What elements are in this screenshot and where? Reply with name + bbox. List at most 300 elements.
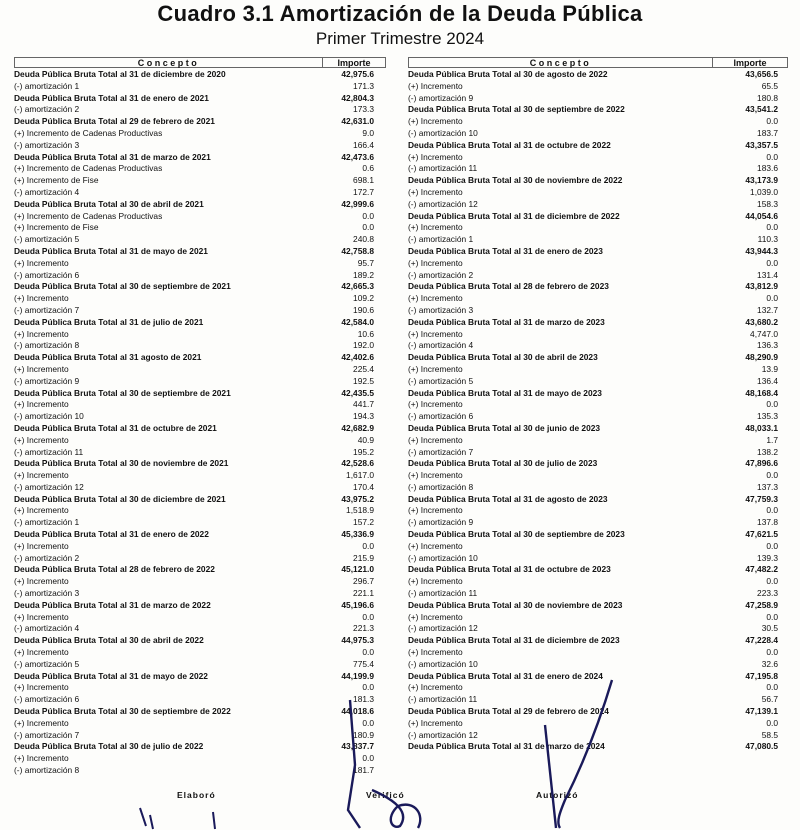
row-amount: 10.6	[357, 328, 374, 339]
row-amount: 44,054.6	[745, 210, 778, 221]
row-amount: 44,199.9	[341, 670, 374, 681]
row-concept: (+) Incremento de Fise	[14, 222, 99, 233]
row-amount: 42,975.6	[341, 69, 374, 79]
total-row	[408, 635, 788, 647]
row-concept: Deuda Pública Bruta Total al 30 de septiembre de 2022	[14, 706, 231, 717]
row-concept: (-) amortización 11	[408, 163, 478, 174]
row-concept: (-) amortización 10	[408, 127, 478, 138]
total-row	[14, 600, 386, 612]
row-amount: 42,473.6	[341, 151, 374, 162]
row-concept: (-) amortización 10	[408, 552, 478, 563]
row-concept: (+) Incremento	[408, 717, 463, 728]
concept-column-header: Concepto	[14, 57, 322, 68]
total-row	[408, 564, 788, 576]
row-concept: Deuda Pública Bruta Total al 30 de agosto de 2022	[408, 69, 608, 79]
total-row	[14, 246, 386, 258]
detail-row	[14, 694, 386, 706]
total-row	[408, 600, 788, 612]
detail-row	[14, 730, 386, 742]
row-concept: Deuda Pública Bruta Total al 30 de diciembre de 2021	[14, 493, 226, 504]
detail-row	[408, 612, 788, 624]
detail-row	[14, 659, 386, 671]
total-row	[14, 281, 386, 293]
row-concept: (+) Incremento	[408, 151, 463, 162]
row-amount: 192.0	[353, 340, 374, 351]
row-amount: 0.6	[362, 163, 374, 174]
detail-row	[408, 93, 788, 105]
row-amount: 1,039.0	[750, 186, 778, 197]
row-concept: Deuda Pública Bruta Total al 31 de julio de 2021	[14, 316, 204, 327]
row-amount: 47,195.8	[745, 670, 778, 681]
row-concept: (+) Incremento	[14, 399, 69, 410]
row-amount: 43,541.2	[745, 104, 778, 115]
row-amount: 166.4	[353, 139, 374, 150]
row-amount: 40.9	[357, 434, 374, 445]
row-amount: 240.8	[353, 234, 374, 245]
row-concept: (-) amortización 5	[14, 658, 80, 669]
row-amount: 4,747.0	[750, 328, 778, 339]
row-amount: 136.3	[757, 340, 778, 351]
row-concept: (+) Incremento	[408, 363, 463, 374]
row-concept: (-) amortización 3	[14, 139, 80, 150]
detail-row	[408, 541, 788, 553]
row-concept: Deuda Pública Bruta Total al 28 de febrero de 2023	[408, 281, 609, 292]
row-amount: 137.3	[757, 481, 778, 492]
detail-row	[14, 435, 386, 447]
row-amount: 43,680.2	[745, 316, 778, 327]
detail-row	[14, 411, 386, 423]
row-amount: 42,665.3	[341, 281, 374, 292]
detail-row	[408, 340, 788, 352]
detail-row	[408, 588, 788, 600]
row-amount: 157.2	[353, 517, 374, 528]
row-concept: Deuda Pública Bruta Total al 28 de febrero de 2022	[14, 564, 215, 575]
row-concept: (+) Incremento de Fise	[14, 175, 99, 186]
detail-row	[408, 470, 788, 482]
row-amount: 215.9	[353, 552, 374, 563]
row-amount: 43,812.9	[745, 281, 778, 292]
signature-stroke-left	[140, 808, 215, 829]
row-concept: (-) amortización 1	[14, 517, 80, 528]
total-row	[14, 317, 386, 329]
row-concept: (+) Incremento	[408, 505, 463, 516]
row-concept: (+) Incremento	[408, 293, 463, 304]
row-amount: 47,080.5	[745, 741, 778, 752]
detail-row	[14, 81, 386, 93]
total-row	[14, 458, 386, 470]
row-concept: (-) amortización 10	[14, 411, 84, 422]
row-amount: 225.4	[353, 363, 374, 374]
row-amount: 0.0	[766, 576, 778, 587]
total-row	[14, 564, 386, 576]
detail-row	[14, 211, 386, 223]
row-concept: (+) Incremento	[14, 257, 69, 268]
row-amount: 195.2	[353, 446, 374, 457]
detail-row	[408, 447, 788, 459]
row-concept: (+) Incremento	[408, 540, 463, 551]
detail-row	[14, 305, 386, 317]
total-row	[14, 671, 386, 683]
detail-row	[408, 482, 788, 494]
row-concept: Deuda Pública Bruta Total al 30 de abril de 2022	[14, 635, 204, 646]
detail-row	[14, 517, 386, 529]
total-row	[408, 529, 788, 541]
row-amount: 0.0	[766, 399, 778, 410]
row-amount: 1.7	[766, 434, 778, 445]
row-concept: Deuda Pública Bruta Total al 29 de febrero de 2024	[408, 706, 609, 717]
detail-row	[14, 140, 386, 152]
detail-row	[14, 175, 386, 187]
row-amount: 192.5	[353, 375, 374, 386]
row-concept: (+) Incremento de Cadenas Productivas	[14, 210, 163, 221]
row-concept: Deuda Pública Bruta Total al 31 de enero de 2022	[14, 529, 209, 540]
detail-row	[408, 163, 788, 175]
row-amount: 0.0	[766, 540, 778, 551]
row-amount: 1,518.9	[346, 505, 374, 516]
detail-row	[408, 270, 788, 282]
row-amount: 172.7	[353, 186, 374, 197]
row-amount: 0.0	[766, 222, 778, 233]
row-amount: 189.2	[353, 269, 374, 280]
detail-row	[14, 187, 386, 199]
row-concept: (+) Incremento de Cadenas Productivas	[14, 163, 163, 174]
row-concept: (-) amortización 8	[14, 765, 80, 776]
row-concept: (-) amortización 11	[408, 694, 478, 705]
detail-row	[14, 128, 386, 140]
row-concept: (+) Incremento	[408, 647, 463, 658]
row-amount: 0.0	[362, 222, 374, 233]
row-concept: (+) Incremento	[408, 682, 463, 693]
row-amount: 42,758.8	[341, 245, 374, 256]
detail-row	[408, 222, 788, 234]
row-amount: 296.7	[353, 576, 374, 587]
page-title: Cuadro 3.1 Amortización de la Deuda Pública	[157, 1, 643, 26]
row-concept: (+) Incremento	[408, 222, 463, 233]
row-concept: Deuda Pública Bruta Total al 31 de diciembre de 2023	[408, 635, 620, 646]
right-table-body	[408, 69, 788, 753]
row-concept: Deuda Pública Bruta Total al 30 de noviembre de 2022	[408, 175, 623, 186]
row-amount: 48,290.9	[745, 352, 778, 363]
detail-row	[14, 753, 386, 765]
row-concept: (-) amortización 5	[408, 375, 474, 386]
row-amount: 170.4	[353, 481, 374, 492]
row-amount: 43,975.2	[341, 493, 374, 504]
row-amount: 173.3	[353, 104, 374, 115]
row-concept: (-) amortización 7	[408, 446, 474, 457]
row-concept: (+) Incremento	[408, 80, 463, 91]
row-amount: 0.0	[362, 682, 374, 693]
row-amount: 180.9	[353, 729, 374, 740]
row-concept: (+) Incremento	[14, 470, 69, 481]
total-row	[408, 352, 788, 364]
detail-row	[408, 694, 788, 706]
row-amount: 42,528.6	[341, 458, 374, 469]
row-concept: (-) amortización 12	[408, 198, 478, 209]
row-concept: (+) Incremento	[14, 540, 69, 551]
row-amount: 43,357.5	[745, 139, 778, 150]
row-concept: (+) Incremento	[408, 611, 463, 622]
total-row	[408, 140, 788, 152]
detail-row	[14, 340, 386, 352]
total-row	[14, 494, 386, 506]
row-concept: (-) amortización 12	[14, 481, 84, 492]
row-concept: (+) Incremento	[14, 753, 69, 764]
row-concept: Deuda Pública Bruta Total al 30 de abril de 2023	[408, 352, 598, 363]
detail-row	[408, 682, 788, 694]
detail-row	[408, 553, 788, 565]
row-amount: 42,584.0	[341, 316, 374, 327]
total-row	[408, 317, 788, 329]
total-row	[408, 69, 788, 81]
row-concept: (+) Incremento	[408, 186, 463, 197]
amount-column-header: Importe	[322, 57, 386, 68]
row-concept: (-) amortización 2	[14, 552, 80, 563]
row-concept: (-) amortización 5	[14, 234, 80, 245]
detail-row	[408, 659, 788, 671]
row-concept: (+) Incremento	[408, 434, 463, 445]
row-concept: (+) Incremento	[408, 470, 463, 481]
row-amount: 42,631.0	[341, 116, 374, 127]
row-amount: 0.0	[766, 151, 778, 162]
row-amount: 441.7	[353, 399, 374, 410]
row-concept: (-) amortización 8	[14, 340, 80, 351]
detail-row	[14, 612, 386, 624]
row-amount: 13.9	[761, 363, 778, 374]
row-amount: 158.3	[757, 198, 778, 209]
row-concept: Deuda Pública Bruta Total al 31 de enero de 2021	[14, 92, 209, 103]
row-amount: 9.0	[362, 127, 374, 138]
detail-row	[408, 116, 788, 128]
detail-row	[408, 576, 788, 588]
total-row	[14, 152, 386, 164]
row-amount: 95.7	[357, 257, 374, 268]
row-amount: 47,759.3	[745, 493, 778, 504]
total-row	[14, 352, 386, 364]
detail-row	[14, 329, 386, 341]
detail-row	[14, 234, 386, 246]
row-concept: Deuda Pública Bruta Total al 31 de marzo de 2022	[14, 599, 211, 610]
row-amount: 0.0	[766, 717, 778, 728]
row-concept: Deuda Pública Bruta Total al 31 de marzo de 2021	[14, 151, 211, 162]
row-amount: 181.3	[353, 694, 374, 705]
detail-row	[14, 364, 386, 376]
row-amount: 0.0	[362, 647, 374, 658]
detail-row	[408, 81, 788, 93]
detail-row	[408, 411, 788, 423]
right-table	[408, 57, 788, 753]
detail-row	[14, 399, 386, 411]
row-amount: 43,656.5	[745, 69, 778, 79]
row-amount: 181.7	[353, 765, 374, 776]
detail-row	[14, 470, 386, 482]
total-row	[14, 741, 386, 753]
detail-row	[408, 128, 788, 140]
signature-label-elaboro: Elaboró	[177, 790, 216, 800]
row-concept: (-) amortización 4	[14, 186, 80, 197]
row-concept: Deuda Pública Bruta Total al 30 de junio de 2023	[408, 422, 601, 433]
row-amount: 0.0	[362, 753, 374, 764]
concept-column-header: Concepto	[408, 57, 712, 68]
row-amount: 0.0	[766, 116, 778, 127]
row-concept: Deuda Pública Bruta Total al 31 de diciembre de 2020	[14, 69, 226, 79]
row-amount: 45,336.9	[341, 529, 374, 540]
detail-row	[408, 718, 788, 730]
detail-row	[14, 682, 386, 694]
row-concept: Deuda Pública Bruta Total al 31 de mayo de 2021	[14, 245, 208, 256]
row-concept: (-) amortización 3	[14, 588, 80, 599]
row-concept: (-) amortización 4	[14, 623, 80, 634]
detail-row	[408, 258, 788, 270]
row-amount: 109.2	[353, 293, 374, 304]
total-row	[14, 706, 386, 718]
detail-row	[14, 482, 386, 494]
row-concept: Deuda Pública Bruta Total al 31 agosto de 2021	[14, 352, 202, 363]
row-amount: 42,435.5	[341, 387, 374, 398]
row-concept: (-) amortización 8	[408, 481, 474, 492]
detail-row	[14, 293, 386, 305]
row-concept: (+) Incremento	[408, 576, 463, 587]
row-amount: 65.5	[761, 80, 778, 91]
signature-label-verifico: Verificó	[366, 790, 405, 800]
row-amount: 42,402.6	[341, 352, 374, 363]
left-table-body	[14, 69, 386, 777]
row-amount: 223.3	[757, 588, 778, 599]
row-concept: (+) Incremento	[14, 717, 69, 728]
detail-row	[14, 541, 386, 553]
row-amount: 775.4	[353, 658, 374, 669]
row-concept: (+) Incremento	[408, 257, 463, 268]
total-row	[408, 281, 788, 293]
detail-row	[408, 647, 788, 659]
detail-row	[408, 305, 788, 317]
row-concept: Deuda Pública Bruta Total al 30 de julio de 2022	[14, 741, 204, 752]
total-row	[14, 93, 386, 105]
row-amount: 0.0	[362, 210, 374, 221]
row-concept: (-) amortización 2	[408, 269, 474, 280]
row-amount: 0.0	[766, 257, 778, 268]
total-row	[408, 211, 788, 223]
detail-row	[408, 730, 788, 742]
row-amount: 131.4	[757, 269, 778, 280]
row-amount: 110.3	[757, 234, 778, 245]
detail-row	[14, 222, 386, 234]
row-concept: (-) amortización 12	[408, 623, 478, 634]
detail-row	[408, 505, 788, 517]
row-concept: Deuda Pública Bruta Total al 30 de septiembre de 2021	[14, 387, 231, 398]
total-row	[14, 388, 386, 400]
detail-row	[408, 187, 788, 199]
detail-row	[14, 258, 386, 270]
row-amount: 183.7	[757, 127, 778, 138]
row-amount: 48,168.4	[745, 387, 778, 398]
row-concept: Deuda Pública Bruta Total al 30 de julio de 2023	[408, 458, 598, 469]
total-row	[408, 388, 788, 400]
row-concept: Deuda Pública Bruta Total al 30 de noviembre de 2023	[408, 599, 623, 610]
row-amount: 0.0	[766, 611, 778, 622]
row-amount: 58.5	[761, 729, 778, 740]
row-concept: Deuda Pública Bruta Total al 31 de octubre de 2023	[408, 564, 611, 575]
row-amount: 221.1	[353, 588, 374, 599]
row-concept: (-) amortización 2	[14, 104, 80, 115]
detail-row	[14, 447, 386, 459]
row-concept: (+) Incremento	[14, 434, 69, 445]
row-concept: Deuda Pública Bruta Total al 31 de diciembre de 2022	[408, 210, 620, 221]
row-amount: 0.0	[766, 293, 778, 304]
row-concept: (-) amortización 6	[14, 694, 80, 705]
row-concept: (-) amortización 9	[408, 92, 474, 103]
row-concept: Deuda Pública Bruta Total al 30 de septiembre de 2023	[408, 529, 625, 540]
row-concept: (+) Incremento	[14, 505, 69, 516]
detail-row	[14, 505, 386, 517]
detail-row	[14, 376, 386, 388]
right-table-header	[408, 57, 788, 68]
row-amount: 0.0	[362, 717, 374, 728]
row-amount: 47,896.6	[745, 458, 778, 469]
row-amount: 139.3	[757, 552, 778, 563]
row-concept: (-) amortización 7	[14, 304, 80, 315]
row-concept: (-) amortización 1	[408, 234, 474, 245]
detail-row	[408, 329, 788, 341]
row-concept: (+) Incremento de Cadenas Productivas	[14, 127, 163, 138]
row-amount: 221.3	[353, 623, 374, 634]
row-concept: (-) amortización 11	[14, 446, 84, 457]
total-row	[14, 69, 386, 81]
row-concept: (+) Incremento	[408, 116, 463, 127]
detail-row	[14, 647, 386, 659]
row-concept: (-) amortización 12	[408, 729, 478, 740]
detail-row	[14, 163, 386, 175]
row-amount: 43,173.9	[745, 175, 778, 186]
total-row	[408, 423, 788, 435]
row-concept: (+) Incremento	[14, 576, 69, 587]
row-concept: Deuda Pública Bruta Total al 30 de septiembre de 2022	[408, 104, 625, 115]
left-table-header	[14, 57, 386, 68]
detail-row	[408, 293, 788, 305]
total-row	[408, 494, 788, 506]
row-amount: 0.0	[362, 611, 374, 622]
row-amount: 45,196.6	[341, 599, 374, 610]
detail-row	[408, 376, 788, 388]
row-concept: (+) Incremento	[14, 363, 69, 374]
detail-row	[408, 234, 788, 246]
row-concept: Deuda Pública Bruta Total al 31 de octubre de 2022	[408, 139, 611, 150]
row-concept: Deuda Pública Bruta Total al 31 de mayo de 2022	[14, 670, 208, 681]
row-amount: 183.6	[757, 163, 778, 174]
detail-row	[14, 718, 386, 730]
row-amount: 0.0	[766, 470, 778, 481]
row-concept: (-) amortización 9	[408, 517, 474, 528]
row-concept: (+) Incremento	[14, 293, 69, 304]
row-concept: (-) amortización 6	[408, 411, 474, 422]
total-row	[408, 706, 788, 718]
row-amount: 47,621.5	[745, 529, 778, 540]
row-concept: (-) amortización 10	[408, 658, 478, 669]
row-amount: 47,258.9	[745, 599, 778, 610]
row-amount: 0.0	[766, 505, 778, 516]
row-concept: Deuda Pública Bruta Total al 31 de mayo de 2023	[408, 387, 602, 398]
total-row	[408, 104, 788, 116]
row-concept: (-) amortización 1	[14, 80, 80, 91]
detail-row	[408, 152, 788, 164]
total-row	[14, 116, 386, 128]
detail-row	[408, 399, 788, 411]
row-amount: 44,018.6	[341, 706, 374, 717]
total-row	[14, 635, 386, 647]
row-concept: Deuda Pública Bruta Total al 31 de enero de 2023	[408, 245, 603, 256]
row-concept: (-) amortización 7	[14, 729, 80, 740]
row-concept: Deuda Pública Bruta Total al 30 de septiembre de 2021	[14, 281, 231, 292]
row-amount: 30.5	[761, 623, 778, 634]
